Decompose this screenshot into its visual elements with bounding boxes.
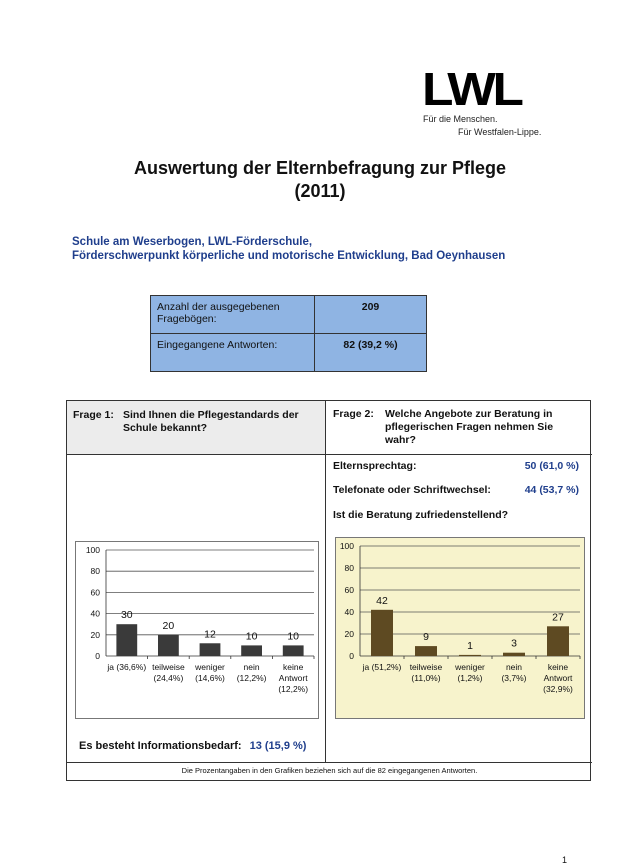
stats-table	[150, 295, 427, 372]
chart-1-svg	[76, 542, 318, 718]
tagline-2: Für Westfalen-Lippe.	[458, 127, 542, 137]
chart-2-category-label: teilweise	[409, 662, 443, 672]
logo-text: LWL	[422, 63, 521, 115]
chart-2-bar	[459, 655, 481, 656]
chart-2-data-label: 1	[467, 639, 473, 652]
satisfaction-question: Ist die Beratung zufriedenstellend?	[333, 509, 509, 521]
info-need-value: 13 (15,9 %)	[249, 740, 307, 752]
chart-1-bar	[200, 643, 221, 656]
issued-label: Anzahl der ausgegebenen Fragebögen:	[151, 296, 315, 334]
stats-row-issued	[151, 296, 427, 334]
chart-2-category-label: (3,7%)	[501, 673, 527, 683]
chart-2-data-label: 3	[511, 637, 517, 650]
chart-2-bar	[503, 653, 525, 656]
received-label: Eingegangene Antworten:	[151, 334, 315, 372]
chart-1-category-label: (12,2%)	[278, 684, 309, 694]
school-name: Schule am Weserbogen, LWL-Förderschule,	[72, 236, 313, 248]
chart-1-data-label: 30	[120, 609, 133, 622]
info-need	[79, 740, 306, 752]
issued-value: 209	[315, 296, 427, 334]
school-focus: Förderschwerpunkt körperliche und motorische Entwicklung, Bad Oeynhausen	[72, 250, 506, 262]
q1-text: Sind Ihnen die Pflegestandards der Schule bekannt?	[123, 409, 299, 434]
tagline-1: Für die Menschen.	[423, 114, 498, 124]
q2-header-divider	[325, 454, 592, 455]
chart-2-category-label: nein	[505, 662, 523, 672]
page-title: Auswertung der Elternbefragung zur Pflege	[133, 158, 507, 178]
page-number: 1	[562, 855, 568, 865]
chart-1-category-label: Antwort	[278, 673, 308, 683]
q1-number: Frage 1:	[73, 409, 114, 421]
chart-1-frame	[75, 541, 319, 719]
chart-2-data-label: 27	[552, 611, 564, 624]
chart-1-bar	[116, 624, 137, 656]
chart-1-ytick-label: 60	[90, 587, 100, 598]
stats-row-received	[151, 334, 427, 372]
chart-1-category-label: nein	[243, 662, 260, 672]
chart-2-ytick-label: 100	[339, 541, 354, 551]
chart-2-frame	[335, 537, 585, 719]
chart-2-ytick-label: 60	[344, 585, 354, 595]
page-title-year: (2011)	[294, 181, 346, 201]
offer-label-parent-day: Elternsprechtag:	[333, 460, 417, 472]
info-need-label: Es besteht Informationsbedarf:	[79, 740, 242, 752]
chart-1-category-label: (24,4%)	[153, 673, 184, 683]
chart-1-ytick-label: 40	[90, 608, 100, 619]
chart-2-data-label: 9	[423, 631, 429, 644]
chart-1-data-label: 20	[162, 619, 175, 632]
chart-2-ytick-label: 80	[344, 563, 354, 573]
chart-1-category-label: (14,6%)	[195, 673, 225, 683]
chart-1-category-label: (12,2%)	[236, 673, 267, 683]
chart-1-ytick-label: 80	[90, 566, 100, 577]
chart-2-bar	[371, 610, 393, 656]
q1-header-divider	[67, 454, 325, 455]
offer-label-phone: Telefonate oder Schriftwechsel:	[333, 484, 491, 496]
offer-value-phone: 44 (53,7 %)	[524, 484, 579, 496]
column-divider	[325, 401, 326, 762]
chart-1-data-label: 10	[245, 630, 258, 643]
chart-2-category-label: keine	[547, 662, 569, 672]
chart-2-ytick-label: 20	[344, 629, 354, 639]
footer-divider	[67, 762, 592, 763]
chart-2-category-label: ja (51,2%)	[362, 662, 402, 672]
offer-value-parent-day: 50 (61,0 %)	[524, 460, 579, 472]
chart-2-ytick-label: 40	[344, 607, 354, 617]
chart-1-ytick-label: 20	[90, 629, 100, 640]
chart-2-category-label: (32,9%)	[543, 684, 573, 694]
chart-2-svg	[336, 538, 584, 718]
chart-1-category-label: teilweise	[152, 662, 185, 672]
questions-frame	[66, 400, 591, 781]
chart-1-data-label: 12	[204, 628, 216, 641]
chart-2-category-label: (11,0%)	[411, 673, 441, 683]
q2-text: Welche Angebote zur Beratung in pflegerischen Fragen nehmen Sie wahr?	[385, 408, 554, 446]
q2-number: Frage 2:	[333, 408, 374, 420]
footer-note: Die Prozentangaben in den Grafiken beziehen sich auf die 82 eingegangenen Antworten.	[181, 766, 478, 775]
chart-2-bar	[415, 646, 437, 656]
chart-2-category-label: (1,2%)	[457, 673, 483, 683]
chart-2-category-label: Antwort	[543, 673, 573, 683]
chart-1-category-label: weniger	[195, 662, 225, 672]
chart-2-category-label: weniger	[455, 662, 485, 672]
chart-1-category-label: keine	[283, 662, 304, 672]
chart-1-bar	[241, 645, 262, 656]
chart-1-ytick-label: 100	[85, 545, 100, 555]
lwl-logo	[422, 63, 542, 115]
chart-1-category-label: ja (36,6%)	[107, 662, 147, 672]
chart-2-bar	[547, 626, 569, 656]
chart-2-data-label: 42	[376, 594, 388, 607]
chart-1-bar	[283, 645, 304, 656]
chart-2-ytick-label: 0	[349, 651, 354, 661]
chart-1-data-label: 10	[287, 630, 300, 643]
received-value: 82 (39,2 %)	[315, 334, 427, 372]
chart-1-bar	[158, 635, 179, 656]
chart-1-ytick-label: 0	[95, 651, 100, 661]
